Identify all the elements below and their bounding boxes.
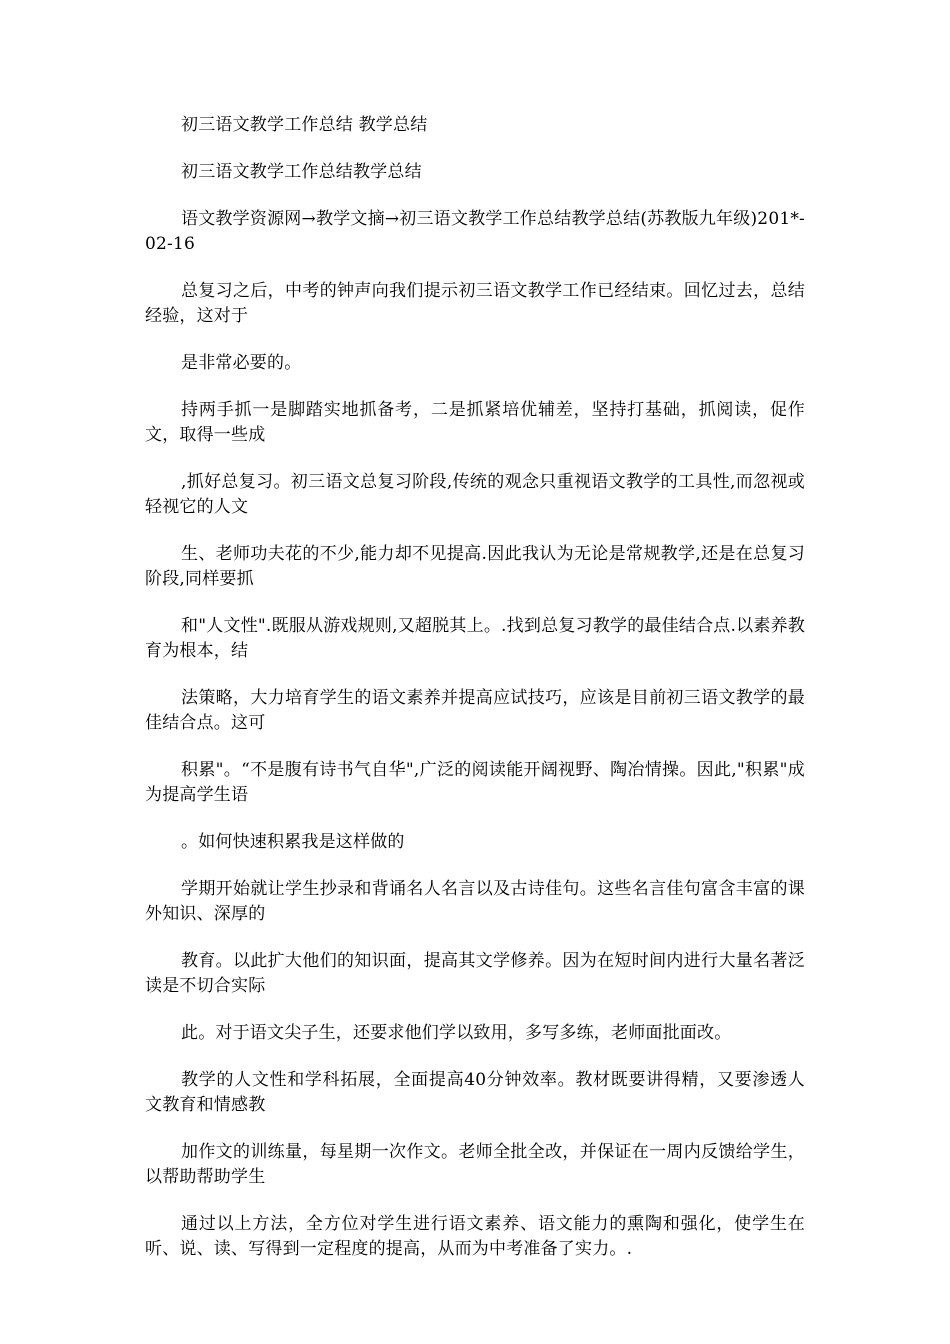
- paragraph: 学期开始就让学生抄录和背诵名人名言以及古诗佳句。这些名言佳句富含丰富的课外知识、深厚的: [145, 879, 805, 924]
- paragraph: 生、老师功夫花的不少,能力却不见提高.因此我认为无论是常规教学,还是在总复习阶段,同样要抓: [145, 544, 805, 589]
- paragraph: 积累"。“不是腹有诗书气自华",广泛的阅读能开阔视野、陶冶情操。因此,"积累"成为提高学生语: [145, 760, 805, 805]
- paragraph: 和"人文性".既服从游戏规则,又超脱其上。.找到总复习教学的最佳结合点.以素养教育为根本，结: [145, 616, 805, 661]
- breadcrumb-line: 语文教学资源网→教学文摘→初三语文教学工作总结教学总结(苏教版九年级)201*-02-16: [145, 209, 805, 254]
- document-title: 初三语文教学工作总结 教学总结: [181, 115, 428, 135]
- paragraph: 教学的人文性和学科拓展，全面提高40分钟效率。教材既要讲得精，又要渗透人文教育和情感教: [145, 1070, 805, 1115]
- paragraph: 此。对于语文尖子生，还要求他们学以致用，多写多练，老师面批面改。: [181, 1023, 732, 1043]
- paragraph: 。如何快速积累我是这样做的: [181, 832, 405, 852]
- document-subtitle: 初三语文教学工作总结教学总结: [181, 162, 422, 182]
- paragraph: 教育。以此扩大他们的知识面，提高其文学修养。因为在短时间内进行大量名著泛读是不切合实际: [145, 951, 805, 996]
- paragraph: 通过以上方法，全方位对学生进行语文素养、语文能力的熏陶和强化，使学生在听、说、读、写得到一定程度的提高，从而为中考准备了实力。.: [145, 1214, 805, 1259]
- paragraph: 是非常必要的。: [181, 353, 302, 373]
- paragraph: 法策略，大力培育学生的语文素养并提高应试技巧，应该是目前初三语文教学的最佳结合点。这可: [145, 688, 805, 733]
- paragraph: 持两手抓一是脚踏实地抓备考，二是抓紧培优辅差，坚持打基础，抓阅读，促作文，取得一些成: [145, 400, 805, 445]
- paragraph: 总复习之后，中考的钟声向我们提示初三语文教学工作已经结束。回忆过去，总结经验，这对于: [145, 281, 805, 326]
- document-body: [145, 113, 805, 1284]
- paragraph: 加作文的训练量，每星期一次作文。老师全批全改，并保证在一周内反馈给学生，以帮助帮助学生: [145, 1142, 805, 1187]
- paragraph: ,抓好总复习。初三语文总复习阶段,传统的观念只重视语文教学的工具性,而忽视或轻视它的人文: [145, 472, 805, 517]
